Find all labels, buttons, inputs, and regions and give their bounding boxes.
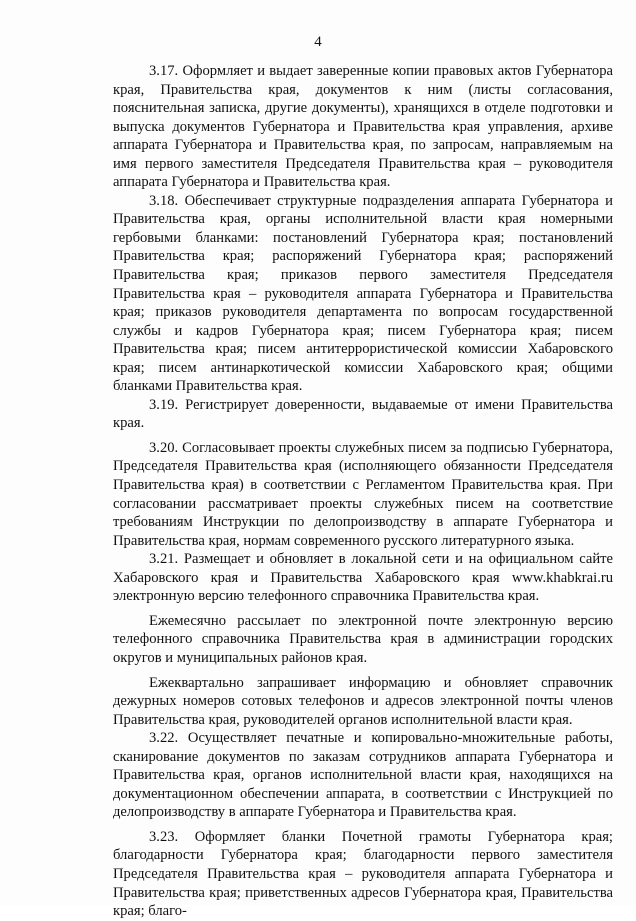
paragraph-3-19: 3.19. Регистрирует доверенности, выдаваемые от имени Правительства края. — [113, 396, 613, 432]
paragraph-3-18: 3.18. Обеспечивает структурные подразделения аппарата Губернатора и Правительства края, органы исполнительной власти края номерными гербовыми бланками: постановлений Губернатора края; постановлений Правительства края; распоряжений Губернатора края; распоряжений Правительства края; приказов первого заместителя Председателя Правительства края – руководителя аппарата Губернатора и Правительства края; приказов руководителя департамента по вопросам государственной службы и кадров Губернатора края; писем Губернатора края; писем Правительства края; писем антитеррористической комиссии Хабаровского края; писем антинаркотической комиссии Хабаровского края; общими бланками Правительства края. — [113, 192, 613, 395]
paragraph-3-21: 3.21. Размещает и обновляет в локальной сети и на официальном сайте Хабаровского края и Правительства Хабаровского края www.khabkrai.ru электронную версию телефонного справочника Правительства края. — [113, 551, 613, 605]
paragraph-3-20: 3.20. Согласовывает проекты служебных писем за подписью Губернатора, Председателя Правительства края (исполняющего обязанности Председателя Правительства края) в соответствии с Регламентом Правительства края. При согласовании рассматривает проекты служебных писем на соответствие требованиям Инструкции по делопроизводству в аппарате Губернатора и Правительства края, нормам современного русского литературного языка. — [113, 439, 613, 549]
document-body — [113, 62, 613, 921]
paragraph-quarterly-update: Ежеквартально запрашивает информацию и обновляет справочник дежурных номеров сотовых телефонов и адресов электронной почты членов Правительства края, руководителей органов исполнительной власти края. — [113, 674, 613, 728]
page-number: 4 — [314, 34, 322, 50]
paragraph-monthly-mailing: Ежемесячно рассылает по электронной почте электронную версию телефонного справочника Правительства края в администрации городских округов и муниципальных районов края. — [113, 612, 613, 666]
paragraph-3-17: 3.17. Оформляет и выдает заверенные копии правовых актов Губернатора края, Правительства края, документов к ним (листы согласования, пояснительная записка, другие документы), хранящихся в отделе подготовки и выпуска документов Губернатора и Правительства края управления, архиве аппарата Губернатора и Правительства края, по запросам, направляемым на имя первого заместителя Председателя Правительства края – руководителя аппарата Губернатора и Правительства края. — [113, 63, 613, 191]
paragraph-3-22: 3.22. Осуществляет печатные и копировально-множительные работы, сканирование документов по заказам сотрудников аппарата Губернатора и Правительства края, органов исполнительной власти края, находящихся на документационном обеспечении аппарата, в соответствии с Инструкцией по делопроизводству в аппарате Губернатора и Правительства края. — [113, 730, 613, 821]
paragraph-3-23: 3.23. Оформляет бланки Почетной грамоты Губернатора края; благодарности Губернатора края; благодарности первого заместителя Председателя Правительства края – руководителя аппарата Губернатора и Правительства края; приветственных адресов Губернатора края, Правительства края; благо- — [113, 828, 613, 920]
